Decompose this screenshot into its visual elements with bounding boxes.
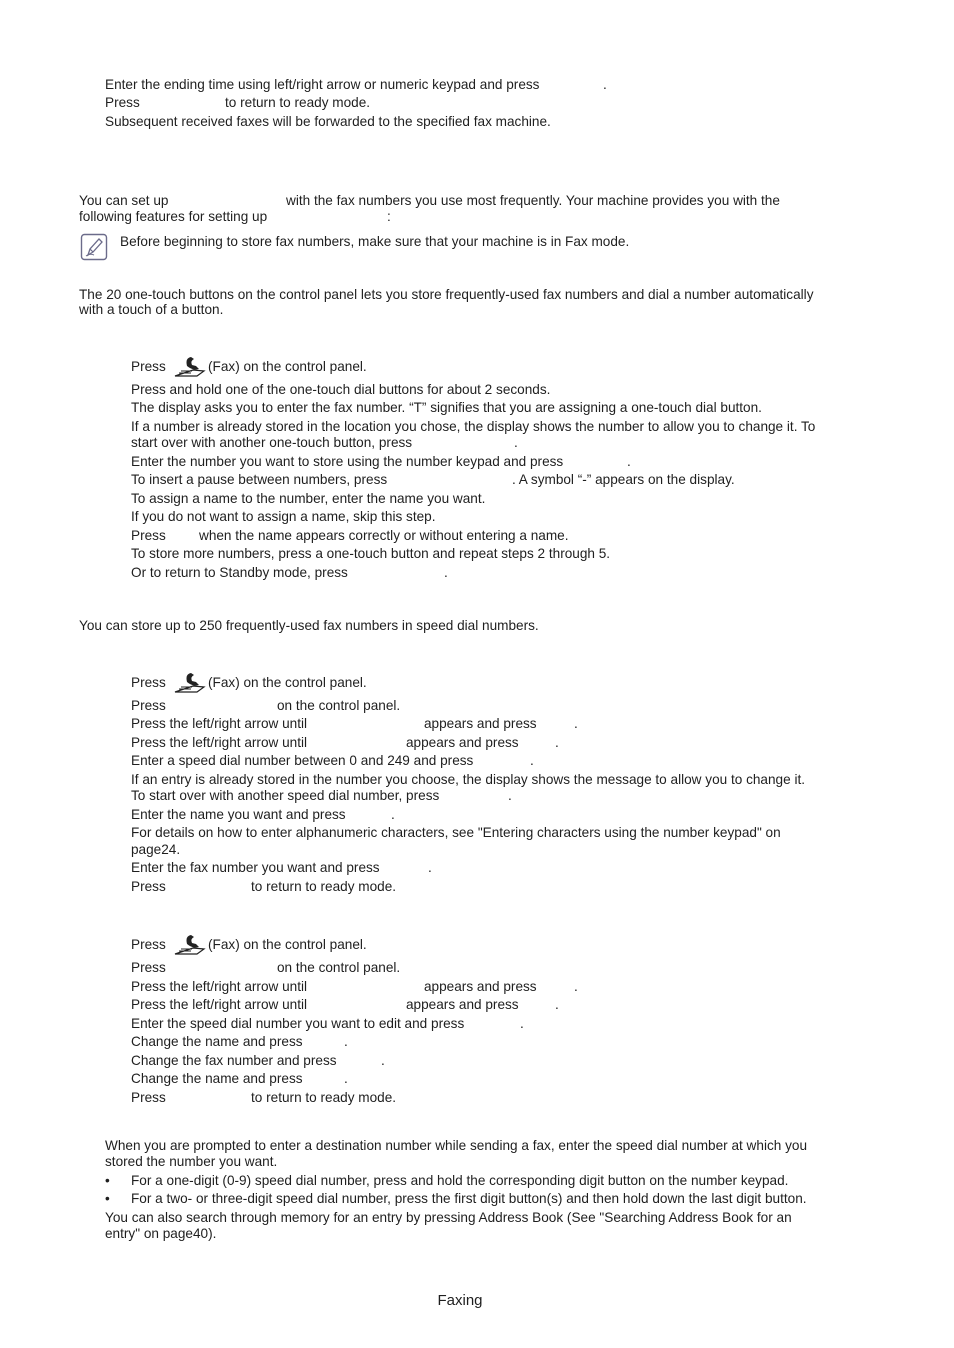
onetouch-step12b: .: [444, 565, 448, 580]
onetouch-step6a: Enter the number you want to store using the number keypad and press: [131, 454, 564, 469]
intro-line2a: following features for setting up: [79, 209, 268, 224]
speed-step11a: Enter the fax number you want and press: [131, 860, 380, 875]
edit-step6a: Change the name and press: [131, 1034, 303, 1049]
speed-step9: For details on how to enter alphanumeric characters, see "Entering characters using the number keypad" on: [131, 825, 781, 840]
step-forward-info: Subsequent received faxes will be forwarded to the specified fax machine.: [105, 114, 551, 129]
speed-step4a: Press the left/right arrow until: [131, 735, 308, 750]
edit-step2b: on the control panel.: [277, 960, 401, 975]
edit-step7b: .: [381, 1053, 385, 1068]
onetouch-step12a: Or to return to Standby mode, press: [131, 565, 348, 580]
edit-step9b: to return to ready mode.: [251, 1090, 397, 1105]
edit-step5a: Enter the speed dial number you want to edit and press: [131, 1016, 465, 1031]
fax-icon: [173, 670, 207, 696]
edit-step3c: .: [574, 979, 578, 994]
speed-step5a: Enter a speed dial number between 0 and 249 and press: [131, 753, 474, 768]
fax-icon: [173, 354, 207, 380]
using-bullet1: For a one-digit (0-9) speed dial number, press and hold the corresponding digit button on the number keypad.: [131, 1173, 789, 1188]
speed-step6: If an entry is already stored in the number you choose, the display shows the message to allow you to change it.: [131, 772, 806, 787]
onetouch-step10b: when the name appears correctly or without entering a name.: [199, 528, 569, 543]
speed-step10: page24.: [131, 842, 181, 857]
edit-step5b: .: [520, 1016, 524, 1031]
edit-step2a: Press: [131, 960, 166, 975]
edit-step4b: appears and press: [406, 997, 519, 1012]
using-para3: You can also search through memory for an entry by pressing Address Book (See "Searching Address Book for an: [105, 1210, 792, 1225]
edit-step8a: Change the name and press: [131, 1071, 303, 1086]
edit-step6b: .: [344, 1034, 348, 1049]
speed-step1b: (Fax) on the control panel.: [208, 675, 367, 690]
speed-step8a: Enter the name you want and press: [131, 807, 346, 822]
edit-step1a: Press: [131, 937, 166, 952]
speed-step2a: Press: [131, 698, 166, 713]
note-icon: [80, 233, 108, 261]
fax-icon: [173, 932, 207, 958]
edit-step3b: appears and press: [424, 979, 537, 994]
onetouch-step11: To store more numbers, press a one-touch button and repeat steps 2 through 5.: [131, 546, 611, 561]
edit-step9a: Press: [131, 1090, 166, 1105]
bullet-marker: •: [105, 1173, 110, 1188]
onetouch-para1: The 20 one-touch buttons on the control panel lets you store frequently-used fax numbers and dial a number automatically: [79, 287, 814, 302]
speed-para1: You can store up to 250 frequently-used fax numbers in speed dial numbers.: [79, 618, 539, 633]
using-para4: entry" on page40).: [105, 1226, 217, 1241]
edit-step7a: Change the fax number and press: [131, 1053, 337, 1068]
edit-step4a: Press the left/right arrow until: [131, 997, 308, 1012]
using-para1: When you are prompted to enter a destination number while sending a fax, enter the speed dial number at which you: [105, 1138, 808, 1153]
onetouch-step5b: .: [514, 435, 518, 450]
speed-step3c: .: [574, 716, 578, 731]
onetouch-step5a: start over with another one-touch button, press: [131, 435, 413, 450]
step-ending-time-end: .: [603, 77, 607, 92]
speed-step7b: .: [508, 788, 512, 803]
speed-step12a: Press: [131, 879, 166, 894]
onetouch-step7b: . A symbol “-” appears on the display.: [512, 472, 735, 487]
intro-line2b: :: [387, 209, 391, 224]
edit-step4c: .: [555, 997, 559, 1012]
speed-step2b: on the control panel.: [277, 698, 401, 713]
speed-step3b: appears and press: [424, 716, 537, 731]
speed-step12b: to return to ready mode.: [251, 879, 397, 894]
onetouch-step9: If you do not want to assign a name, skip this step.: [131, 509, 436, 524]
intro-line1a: You can set up: [79, 193, 169, 208]
onetouch-step4: If a number is already stored in the location you chose, the display shows the number to allow you to change it. To: [131, 419, 816, 434]
onetouch-step8: To assign a name to the number, enter the name you want.: [131, 491, 486, 506]
edit-step3a: Press the left/right arrow until: [131, 979, 308, 994]
speed-step4c: .: [555, 735, 559, 750]
onetouch-step1a: Press: [131, 359, 166, 374]
step-return-ready: to return to ready mode.: [225, 95, 371, 110]
edit-step1b: (Fax) on the control panel.: [208, 937, 367, 952]
note-text: Before beginning to store fax numbers, make sure that your machine is in Fax mode.: [120, 234, 630, 249]
onetouch-step10a: Press: [131, 528, 166, 543]
speed-step3a: Press the left/right arrow until: [131, 716, 308, 731]
onetouch-step7a: To insert a pause between numbers, press: [131, 472, 388, 487]
step-ending-time: Enter the ending time using left/right arrow or numeric keypad and press: [105, 77, 540, 92]
bullet-marker: •: [105, 1191, 110, 1206]
onetouch-step2: Press and hold one of the one-touch dial buttons for about 2 seconds.: [131, 382, 551, 397]
onetouch-step1b: (Fax) on the control panel.: [208, 359, 367, 374]
onetouch-step3: The display asks you to enter the fax number. “T” signifies that you are assigning a one-touch dial button.: [131, 400, 762, 415]
speed-step1a: Press: [131, 675, 166, 690]
speed-step4b: appears and press: [406, 735, 519, 750]
speed-step7a: To start over with another speed dial number, press: [131, 788, 440, 803]
using-bullet2: For a two- or three-digit speed dial number, press the first digit button(s) and then hold down the last digit button.: [131, 1191, 807, 1206]
step-press: Press: [105, 95, 140, 110]
edit-step8b: .: [344, 1071, 348, 1086]
page-footer: Faxing: [437, 1292, 483, 1309]
intro-line1b: with the fax numbers you use most frequently. Your machine provides you with the: [286, 193, 780, 208]
speed-step11b: .: [428, 860, 432, 875]
using-para2: stored the number you want.: [105, 1154, 278, 1169]
speed-step8b: .: [391, 807, 395, 822]
speed-step5b: .: [530, 753, 534, 768]
onetouch-para2: with a touch of a button.: [79, 302, 224, 317]
onetouch-step6b: .: [627, 454, 631, 469]
